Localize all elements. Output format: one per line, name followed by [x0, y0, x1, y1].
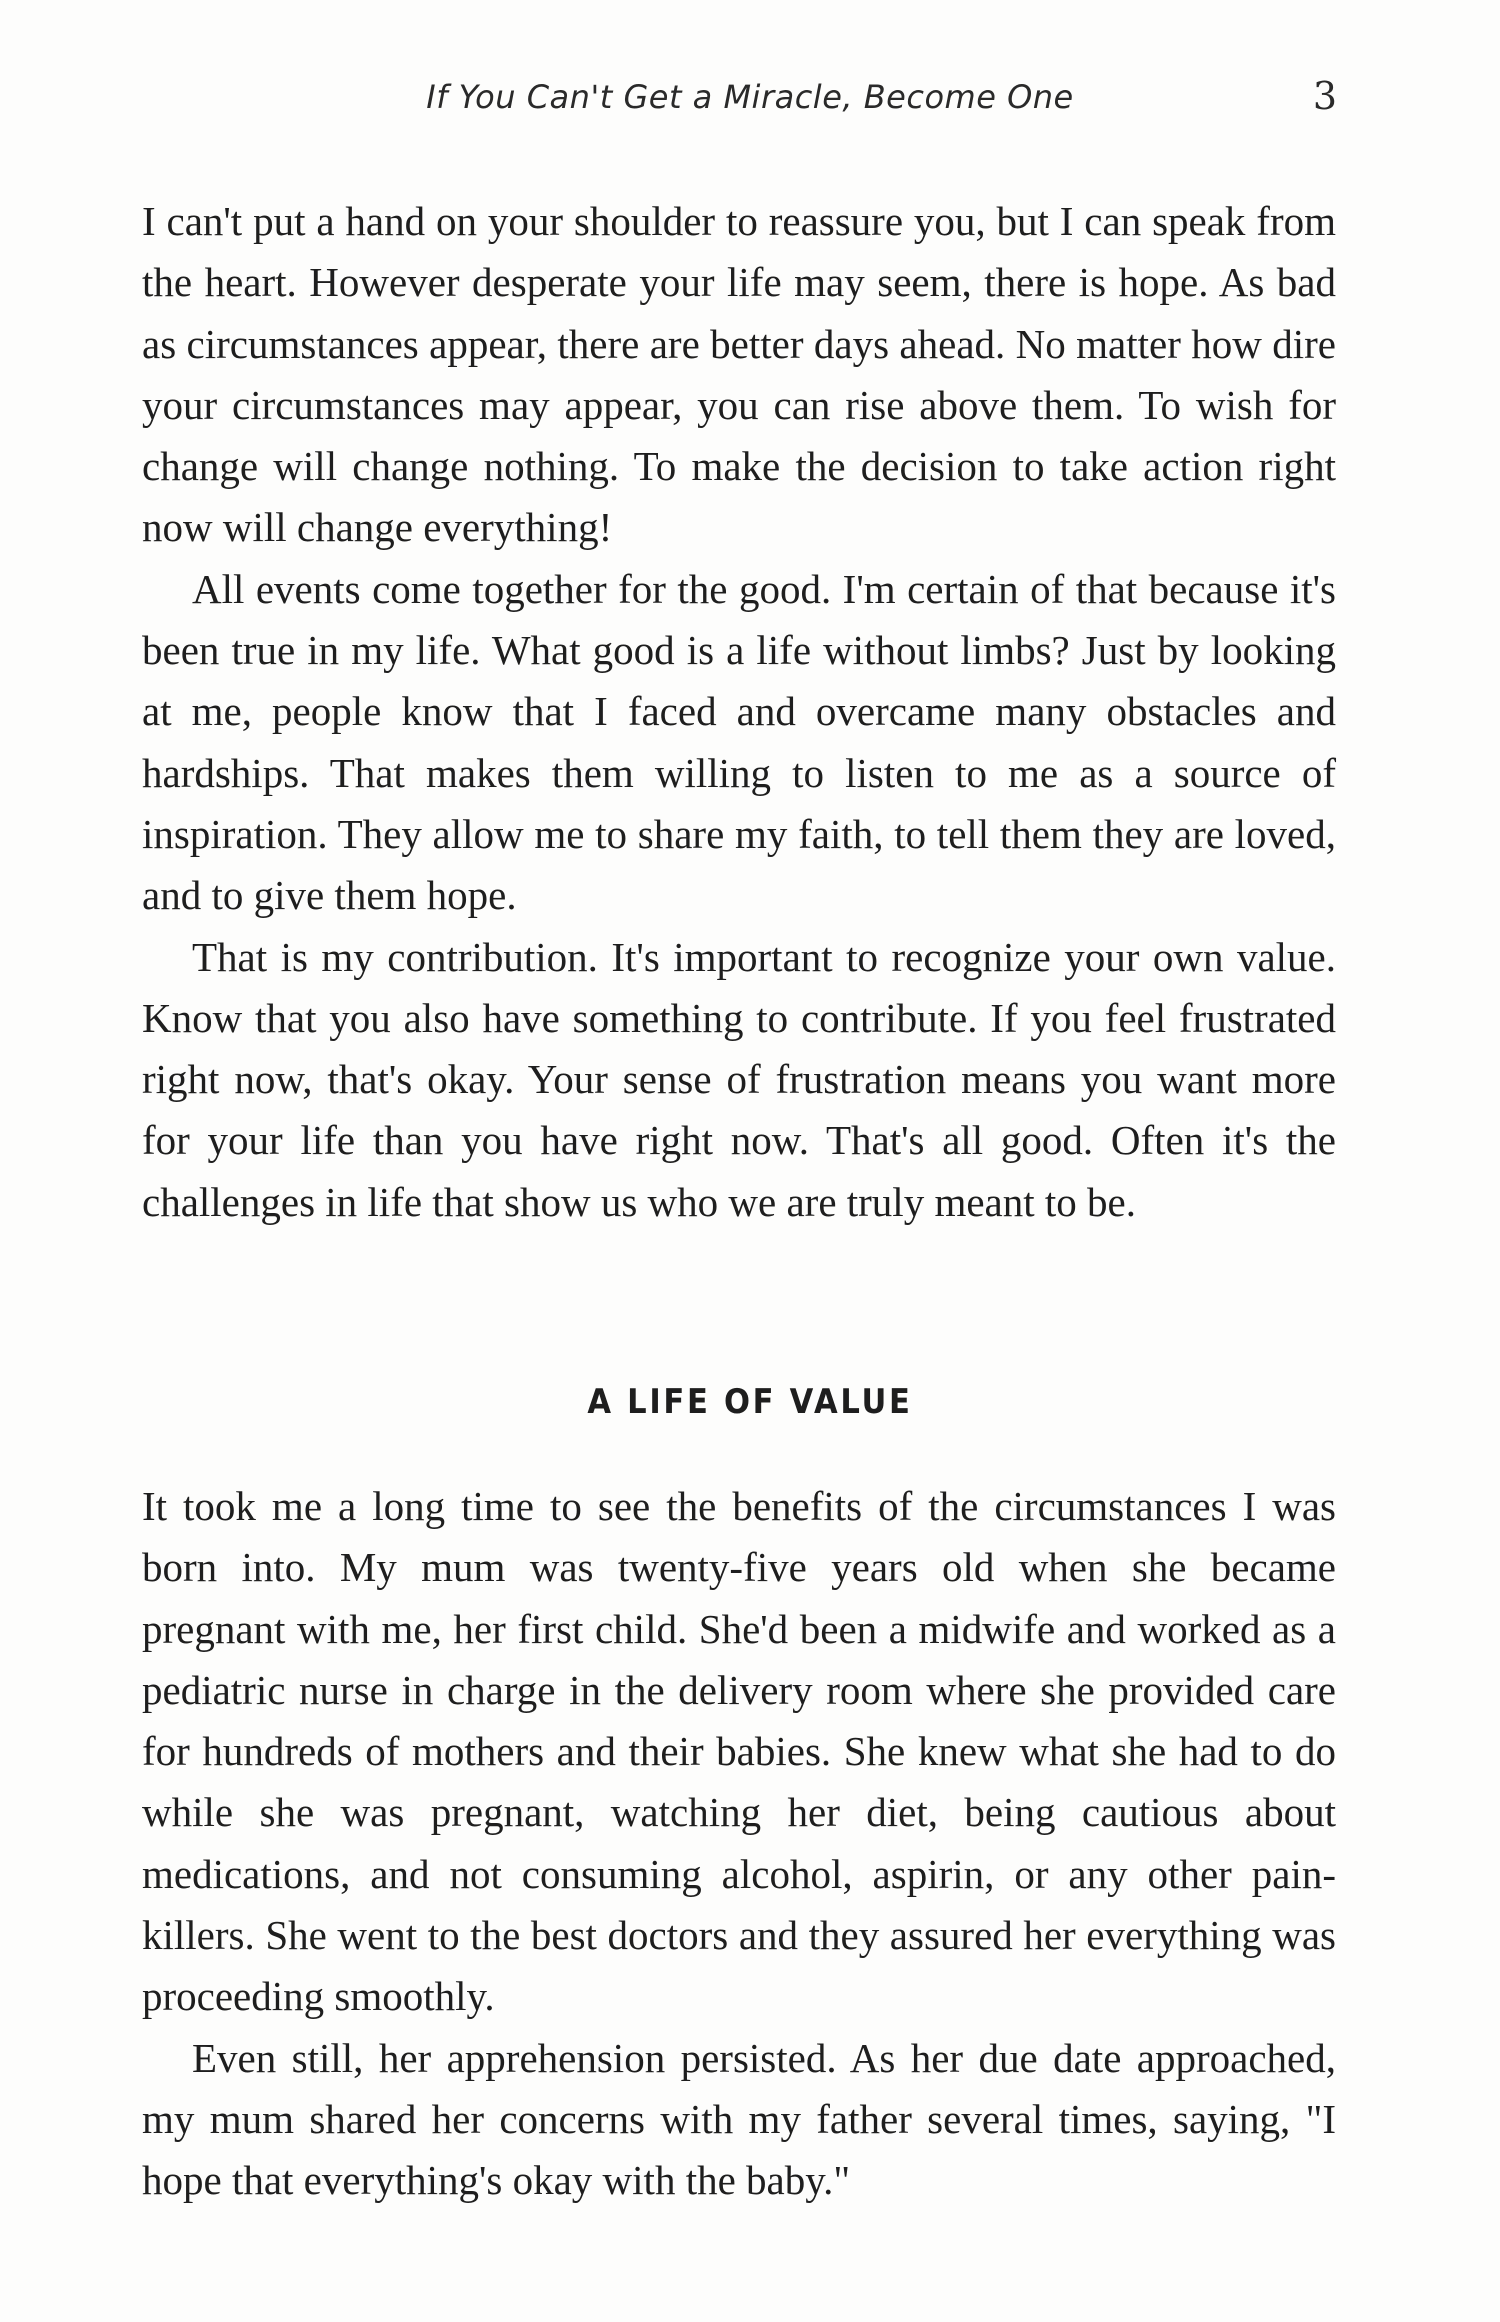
running-header	[0, 74, 1500, 124]
body-text-opening	[142, 191, 1336, 1233]
paragraph: That is my contribution. It's important to recognize your own value. Know that you also have something to contribute. If you feel frustrated right now, that's okay. Your sense of frustration means you want more for your life than you have right now. That's all good. Often it's the challenges in life that show us who we are truly meant to be.	[142, 933, 1336, 1225]
paragraph: I can't put a hand on your shoulder to reassure you, but I can speak from the heart. However desperate your life may seem, there is hope. As bad as circumstances appear, there are better days ahead. No matter how dire your circumstances may appear, you can rise above them. To wish for change will change nothing. To make the decision to take action right now will change everything!	[142, 198, 1336, 551]
paragraph: Even still, her apprehension persisted. As her due date approached, my mum shared her concerns with my father several times, saying, "I hope that everything's okay with the baby."	[142, 2034, 1336, 2204]
running-title: If You Can't Get a Miracle, Become One	[426, 78, 1074, 116]
body-text-section	[142, 1476, 1336, 2212]
paragraph: It took me a long time to see the benefits of the circumstances I was born into. My mum was twenty-five years old when she became pregnant with me, her first child. She'd been a midwife and worked as a pediatric nurse in charge in the delivery room where she provided care for hundreds of mothers and their babies. She knew what she had to do while she was pregnant, watching her diet, being cautious about medications, and not consuming alcohol, aspirin, or any other pain-killers. She went to the best doctors and they assured her everything was proceeding smoothly.	[142, 1483, 1336, 2020]
page-number: 3	[1312, 74, 1337, 118]
paragraph: All events come together for the good. I'm certain of that because it's been true in my life. What good is a life without limbs? Just by looking at me, people know that I faced and overcame many obstacles and hardships. That makes them willing to listen to me as a source of inspiration. They allow me to share my faith, to tell them they are loved, and to give them hope.	[142, 565, 1336, 919]
section-heading: A LIFE OF VALUE	[587, 1382, 913, 1422]
